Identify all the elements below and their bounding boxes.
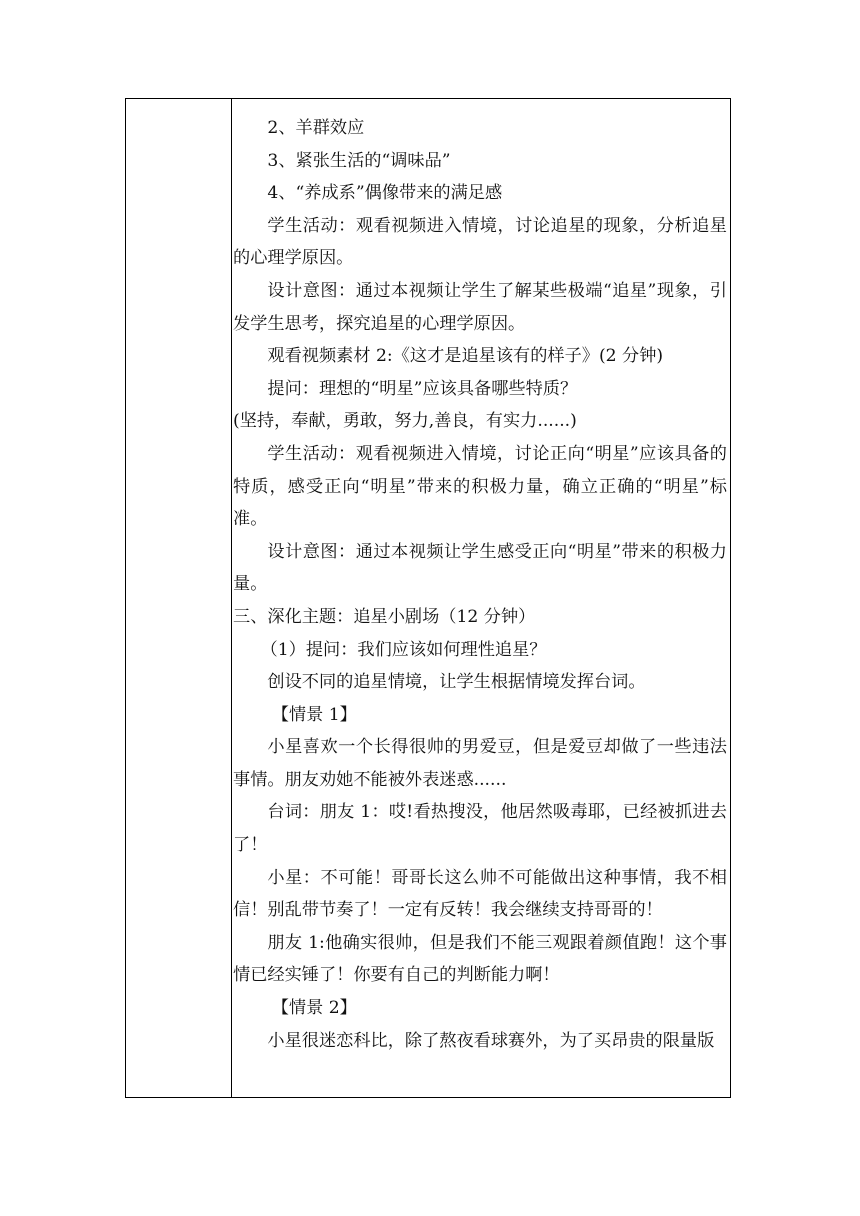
paragraph-item-3: 3、紧张生活的“调味品” — [267, 150, 451, 171]
video-material-paragraph: 观看视频素材 2:《这才是追星该有的样子》(2 分钟) — [267, 346, 664, 367]
design-intent-paragraph: 设计意图：通过本视频让学生感受正向“明星”带来的积极力量。 — [233, 541, 727, 595]
question-paragraph: （1）提问：我们应该如何理性追星？ — [260, 639, 547, 660]
dialogue-paragraph: 台词：朋友 1：哎!看热搜没，他居然吸毒耶，已经被抓进去了！ — [233, 802, 727, 856]
design-intent-paragraph: 设计意图：通过本视频让学生了解某些极端“追星”现象，引发学生思考，探究追星的心理学原因。 — [233, 280, 727, 334]
scenario-paragraph: 小星很迷恋科比，除了熬夜看球赛外，为了买昂贵的限量版 — [267, 1030, 715, 1051]
paragraph-item-4: 4、“养成系”偶像带来的满足感 — [267, 183, 503, 204]
scenario-label: 【情景 2】 — [271, 998, 357, 1019]
scenario-paragraph: 小星喜欢一个长得很帅的男爱豆，但是爱豆却做了一些违法事情。朋友劝她不能被外表迷惑...... — [233, 737, 727, 790]
answer-traits-paragraph: (坚持，奉献，勇敢，努力,善良，有实力......) — [233, 411, 577, 432]
section-heading: 三、深化主题：追星小剧场（12 分钟） — [233, 606, 536, 627]
dialogue-paragraph: 朋友 1:他确实很帅，但是我们不能三观跟着颜值跑！这个事情已经实锤了！你要有自己的判断能力啊！ — [233, 932, 727, 986]
question-paragraph: 提问：理想的“明星”应该具备哪些特质？ — [267, 378, 578, 399]
lesson-table — [125, 98, 731, 1098]
paragraph-item-2: 2、羊群效应 — [267, 118, 365, 138]
student-activity-paragraph: 学生活动：观看视频进入情境，讨论正向“明星”应该具备的特质，感受正向“明星”带来的积极力量，确立正确的“明星”标准。 — [233, 443, 727, 530]
dialogue-paragraph: 小星：不可能！哥哥长这么帅不可能做出这种事情，我不相信！别乱带节奏了！一定有反转！我会继续支持哥哥的！ — [233, 867, 727, 921]
table-left-cell — [126, 99, 231, 1097]
column-divider — [231, 99, 232, 1097]
table-content-cell — [233, 112, 727, 1057]
scenario-intro-paragraph: 创设不同的追星情境，让学生根据情境发挥台词。 — [267, 672, 646, 693]
student-activity-paragraph: 学生活动：观看视频进入情境，讨论追星的现象，分析追星的心理学原因。 — [233, 215, 727, 269]
scenario-label: 【情景 1】 — [271, 704, 357, 725]
